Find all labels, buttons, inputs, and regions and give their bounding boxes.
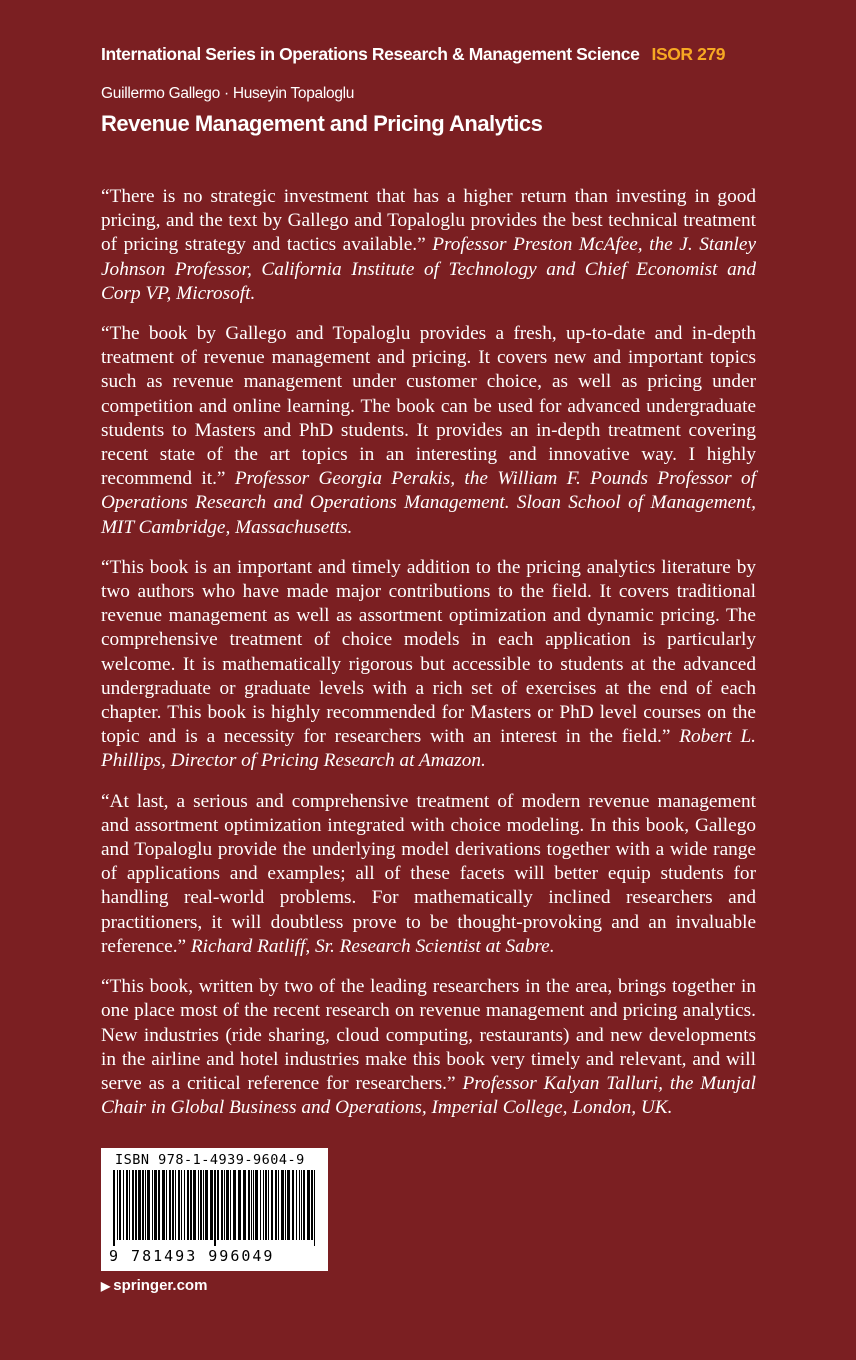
barcode-bar [287, 1170, 290, 1240]
barcode-bar [129, 1170, 130, 1240]
barcode-bar [271, 1170, 273, 1240]
barcode-bar [251, 1170, 252, 1240]
barcode-bar [113, 1170, 115, 1246]
barcode-bar [147, 1170, 150, 1240]
barcode-bar [292, 1170, 294, 1240]
barcode-bar [123, 1170, 124, 1240]
barcode-bar [303, 1170, 305, 1240]
quote-text: “This book is an important and timely addition to the pricing analytics literature by two authors who have made major contributions to the field. It covers traditional revenue management as well as assortment optimization and dynamic pricing. The comprehensive treatment of choice models in each application is particularly welcome. It is mathematically rigorous but accessible to students at the advanced undergraduate or graduate levels with a rich set of exercises at the end of each chapter. This book is highly recommended for Masters or PhD level courses on the topic and is a necessity for researchers with an interest in the field.” [101, 556, 756, 748]
barcode-bar [193, 1170, 196, 1240]
isbn-label: ISBN 978-1-4939-9604-9 [115, 1152, 305, 1168]
website-text: springer.com [113, 1277, 208, 1294]
barcode-bar [314, 1170, 315, 1246]
barcode-bar [221, 1170, 223, 1240]
barcode-bar [233, 1170, 236, 1240]
endorsement-quote [101, 556, 756, 774]
barcode-bar [265, 1170, 267, 1240]
quote-text: “There is no strategic investment that has a higher return than investing in good pricing, and the text by Gallego and Topaloglu provides the best technical treatment of pricing strategy and tactics available.” [101, 186, 756, 256]
barcode-bar [184, 1170, 185, 1240]
barcode-bar [260, 1170, 261, 1240]
barcode-bar [132, 1170, 134, 1240]
barcode-bar [253, 1170, 254, 1240]
book-authors: Guillermo Gallego · Huseyin Topaloglu [101, 85, 355, 102]
barcode-bar [217, 1170, 219, 1240]
barcode-bar [169, 1170, 171, 1240]
barcode-bar [268, 1170, 269, 1240]
quote-attribution: Professor Georgia Perakis, the William F. Pounds Professor of Operations Research and Operations Management. Sloan School of Management, MIT Cambridge, Massachusetts. [101, 468, 756, 538]
barcode-bar [166, 1170, 167, 1240]
barcode-bar [248, 1170, 250, 1240]
barcode-bar [187, 1170, 189, 1240]
barcode-bar [200, 1170, 202, 1240]
barcode-bar [145, 1170, 146, 1240]
barcode-bar [117, 1170, 118, 1240]
endorsement-quote [101, 790, 756, 959]
barcode-bar [224, 1170, 225, 1240]
series-title [101, 44, 725, 65]
barcode-bar [135, 1170, 137, 1240]
barcode-bar [311, 1170, 313, 1240]
barcode-bar [175, 1170, 176, 1240]
barcode-bar [275, 1170, 277, 1240]
barcode-bar [172, 1170, 174, 1240]
barcode-digits: 9 781493 996049 [109, 1247, 275, 1265]
barcode-bar [190, 1170, 192, 1240]
series-volume: ISOR 279 [651, 44, 726, 64]
barcode-bar [119, 1170, 121, 1240]
barcode-bar [158, 1170, 160, 1240]
barcode-bar [255, 1170, 258, 1240]
quote-attribution: Professor Preston McAfee, the J. Stanley Johnson Professor, California Institute of Technology and Chief Economist and Corp VP, Microsoft. [101, 234, 756, 304]
barcode-bar [243, 1170, 246, 1240]
barcode-bar [226, 1170, 229, 1240]
endorsement-quote [101, 322, 756, 540]
barcode-bar [285, 1170, 286, 1240]
quote-text: “This book, written by two of the leading researchers in the area, brings together in one place most of the recent research on revenue management and pricing analytics. New industries (ride sharing, cloud computing, restaurants) and new developments in the airline and hotel industries make this book very timely and relevant, and will serve as a critical reference for researchers.” [101, 976, 756, 1094]
website-link[interactable] [101, 1277, 207, 1294]
barcode-bar [205, 1170, 208, 1240]
barcode-bar [263, 1170, 264, 1240]
barcode-bar [181, 1170, 182, 1240]
barcode-bar [230, 1170, 231, 1240]
barcode-bar [198, 1170, 199, 1240]
barcode-bar [281, 1170, 284, 1240]
barcode-bar [162, 1170, 165, 1240]
quote-text: “At last, a serious and comprehensive treatment of modern revenue management and assortment optimization integrated with choice modeling. In this book, Gallego and Topaloglu provide the underlying model derivations together with a wide range of applications and examples; all of these facets will better equip students for handling real-world problems. For mathematically inclined researchers and practitioners, it will doubtless prove to be thought-provoking and an invaluable reference.” [101, 790, 756, 957]
quote-attribution: Richard Ratliff, Sr. Research Scientist at Sabre. [190, 935, 555, 957]
barcode-bar [214, 1170, 216, 1246]
barcode-bar [238, 1170, 241, 1240]
triangle-arrow-icon: ▶ [101, 1279, 111, 1293]
barcode-bar [299, 1170, 300, 1240]
barcode-bar [178, 1170, 180, 1240]
barcode-bar [301, 1170, 302, 1240]
barcode-bars [113, 1170, 316, 1246]
barcode-bar [307, 1170, 310, 1240]
endorsement-quote [101, 185, 756, 306]
endorsement-quote [101, 975, 756, 1120]
quote-text: “The book by Gallego and Topaloglu provides a fresh, up-to-date and in-depth treatment of revenue management and pricing. It covers new and important topics such as revenue management under customer choice, as well as pricing under competition and online learning. The book can be used for advanced undergraduate students to Masters and PhD students. It provides an in-depth treatment covering recent state of the art topics in an interesting and innovative way. I highly recommend it.” [101, 323, 756, 490]
barcode-bar [138, 1170, 141, 1240]
endorsements [101, 185, 756, 1136]
barcode-bar [296, 1170, 297, 1240]
book-title: Revenue Management and Pricing Analytics [101, 111, 543, 136]
quote-attribution: Professor Kalyan Talluri, the Munjal Chair in Global Business and Operations, Imperial College, London, UK. [101, 1072, 756, 1119]
quote-attribution: Robert L. Phillips, Director of Pricing Research at Amazon. [101, 726, 756, 772]
barcode-bar [210, 1170, 213, 1240]
barcode-bar [154, 1170, 157, 1240]
barcode-bar [203, 1170, 204, 1240]
series-name: International Series in Operations Research & Management Science [101, 44, 640, 64]
barcode-bar [278, 1170, 279, 1240]
barcode-bar [142, 1170, 144, 1240]
barcode-bar [152, 1170, 153, 1240]
isbn-barcode [101, 1148, 328, 1271]
barcode-bar [126, 1170, 128, 1240]
